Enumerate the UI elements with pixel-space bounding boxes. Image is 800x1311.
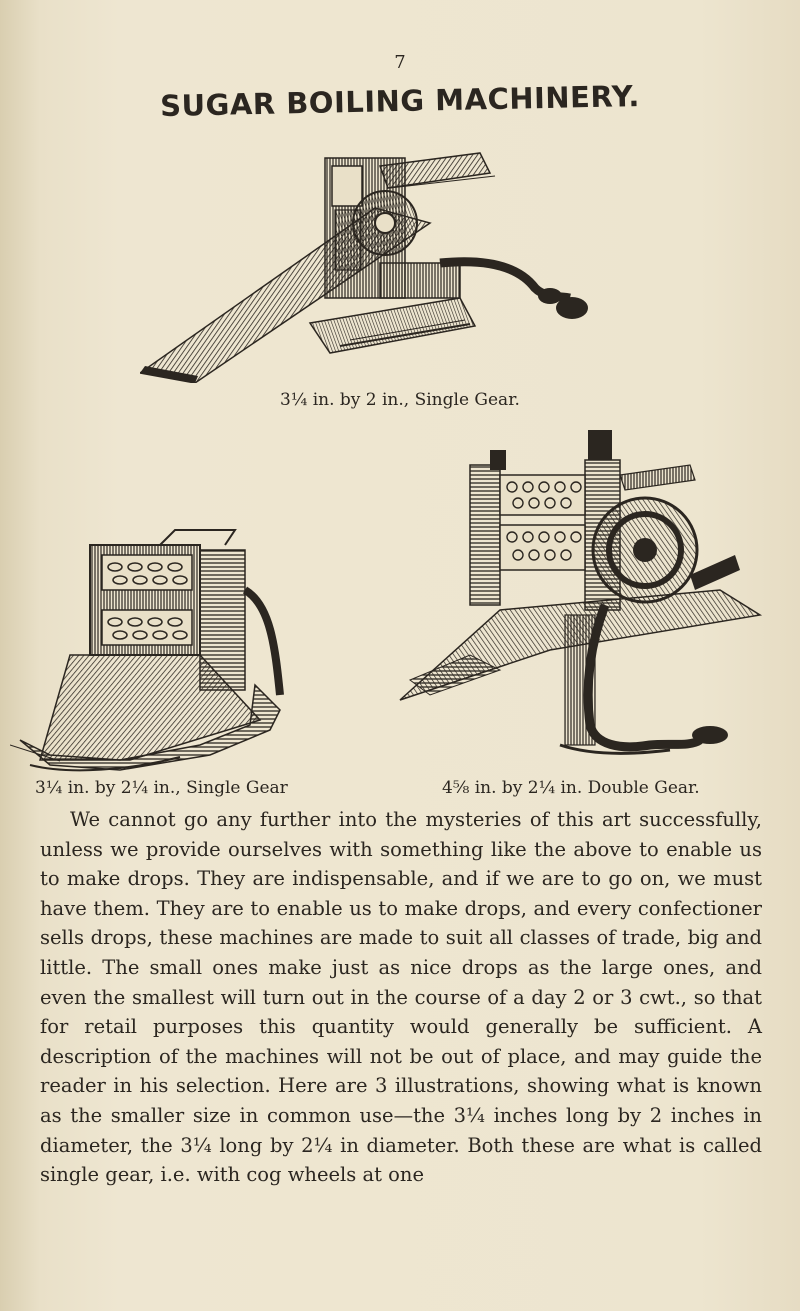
page-number: 7: [394, 52, 406, 73]
figure-top-caption: 3¼ in. by 2 in., Single Gear.: [280, 390, 520, 410]
figure-right-machine: [390, 425, 770, 765]
figure-top-machine: [140, 148, 590, 383]
body-text: [40, 805, 762, 1190]
body-paragraph: We cannot go any further into the mysteries of this art successfully, unless we provide ourselves with something like the above to enable us to make drops. They are indispensable, and if we are to go on, we must have them. They are to enable us to make drops, and every confectioner sells drops, these machines are made to suit all classes of trade, big and little. The small ones make just as nice drops as the large ones, and even the smallest will turn out in the course of a day 2 or 3 cwt., so that for retail purposes this quantity would generally be sufficient. A description of the machines will not be out of place, and may guide the reader in his selection. Here are 3 illustrations, showing what is known as the smaller size in common use—the 3¼ inches long by 2 inches in diameter, the 3¼ long by 2¼ in diameter. Both these are what is called single gear, i.e. with cog wheels at one: [40, 808, 762, 1187]
drop-machine-illustration: [10, 525, 310, 780]
figure-left-machine: [10, 525, 310, 780]
figure-left-caption: 3¼ in. by 2¼ in., Single Gear: [35, 778, 288, 798]
page-heading: SUGAR BOILING MACHINERY.: [159, 78, 641, 124]
drop-machine-illustration: [390, 425, 770, 765]
drop-machine-illustration: [140, 148, 590, 383]
figure-right-caption: 4⅝ in. by 2¼ in. Double Gear.: [442, 778, 700, 798]
